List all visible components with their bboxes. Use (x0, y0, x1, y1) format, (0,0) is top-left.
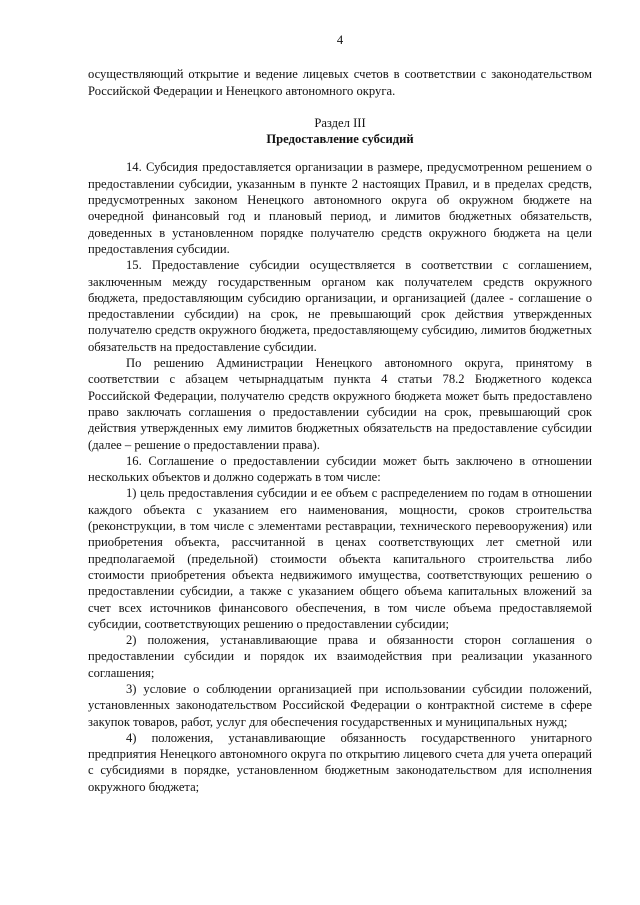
paragraph-16: 16. Соглашение о предоставлении субсидии может быть заключено в отношении нескольких объектов и должно содержать в том числе: (88, 453, 592, 485)
paragraph-15-right: По решению Администрации Ненецкого автономного округа, принятому в соответствии с абзацем четырнадцатым пункта 4 статьи 78.2 Бюджетного кодекса Российской Федерации, получателю средств окружного бюджета может быть предоставлено право заключать соглашения о предоставлении субсидии на срок, превышающий срок действия утвержденных ему лимитов бюджетных обязательств на предоставление субсидии (далее – решение о предоставлении права). (88, 356, 592, 452)
list-item-1: 1) цель предоставления субсидии и ее объем с распределением по годам в отношении каждого объекта с указанием его наименования, мощности, сроков строительства (реконструкции, в том числе с элементами реставрации, технического перевооружения) или приобретения объекта, рассчитанной в ценах соответствующих лет сметной или предполагаемой (предельной) стоимости объекта капитального строительства либо стоимости приобретения объекта недвижимого имущества, соответствующих решению о предоставлении субсидии, а также с указанием общего объема капитальных вложений за счет всех источников финансового обеспечения, в том числе объема предоставляемой субсидии, соответствующих решению о предоставлении субсидии; (88, 486, 592, 631)
paragraph-15: 15. Предоставление субсидии осуществляется в соответствии с соглашением, заключенным между государственным органом как получателем средств окружного бюджета, предоставляющим субсидию организации, и организацией (далее - соглашение о предоставлении субсидии) на срок, не превышающий срок действия утвержденных получателю средств окружного бюджета, предоставляющему субсидию, лимитов бюджетных обязательств на предоставление субсидии. (88, 258, 592, 354)
section-title: Предоставление субсидий (266, 132, 414, 147)
list-item-2: 2) положения, устанавливающие права и обязанности сторон соглашения о предоставлении субсидии и порядок их взаимодействия при реализации указанного соглашения; (88, 633, 592, 680)
paragraph-14: 14. Субсидия предоставляется организации в размере, предусмотренном решением о предоставлении субсидии, указанным в пункте 2 настоящих Правил, и в пределах средств, предусмотренных законом Ненецкого автономного округа об окружном бюджете на очередной финансовый год и плановый период, и лимитов бюджетных обязательств, доведенных в установленном порядке получателю средств окружного бюджета на цели предоставления субсидии. (88, 160, 592, 256)
document-page (88, 32, 592, 795)
intro-paragraph: осуществляющий открытие и ведение лицевых счетов в соответствии с законодательством Российской Федерации и Ненецкого автономного округа. (88, 67, 592, 98)
section-label: Раздел III (314, 115, 366, 130)
list-item-3: 3) условие о соблюдении организацией при использовании субсидии положений, установленных законодательством Российской Федерации о контрактной системе в сфере закупок товаров, работ, услуг для обеспечения государственных и муниципальных нужд; (88, 681, 592, 729)
page-number: 4 (336, 33, 344, 47)
list-item-4: 4) положения, устанавливающие обязанность государственного унитарного предприятия Ненецкого автономного округа по открытию лицевого счета для учета операций с субсидиями в порядке, установленном бюджетным законодательством для исполнения окружного бюджета; (88, 730, 592, 794)
